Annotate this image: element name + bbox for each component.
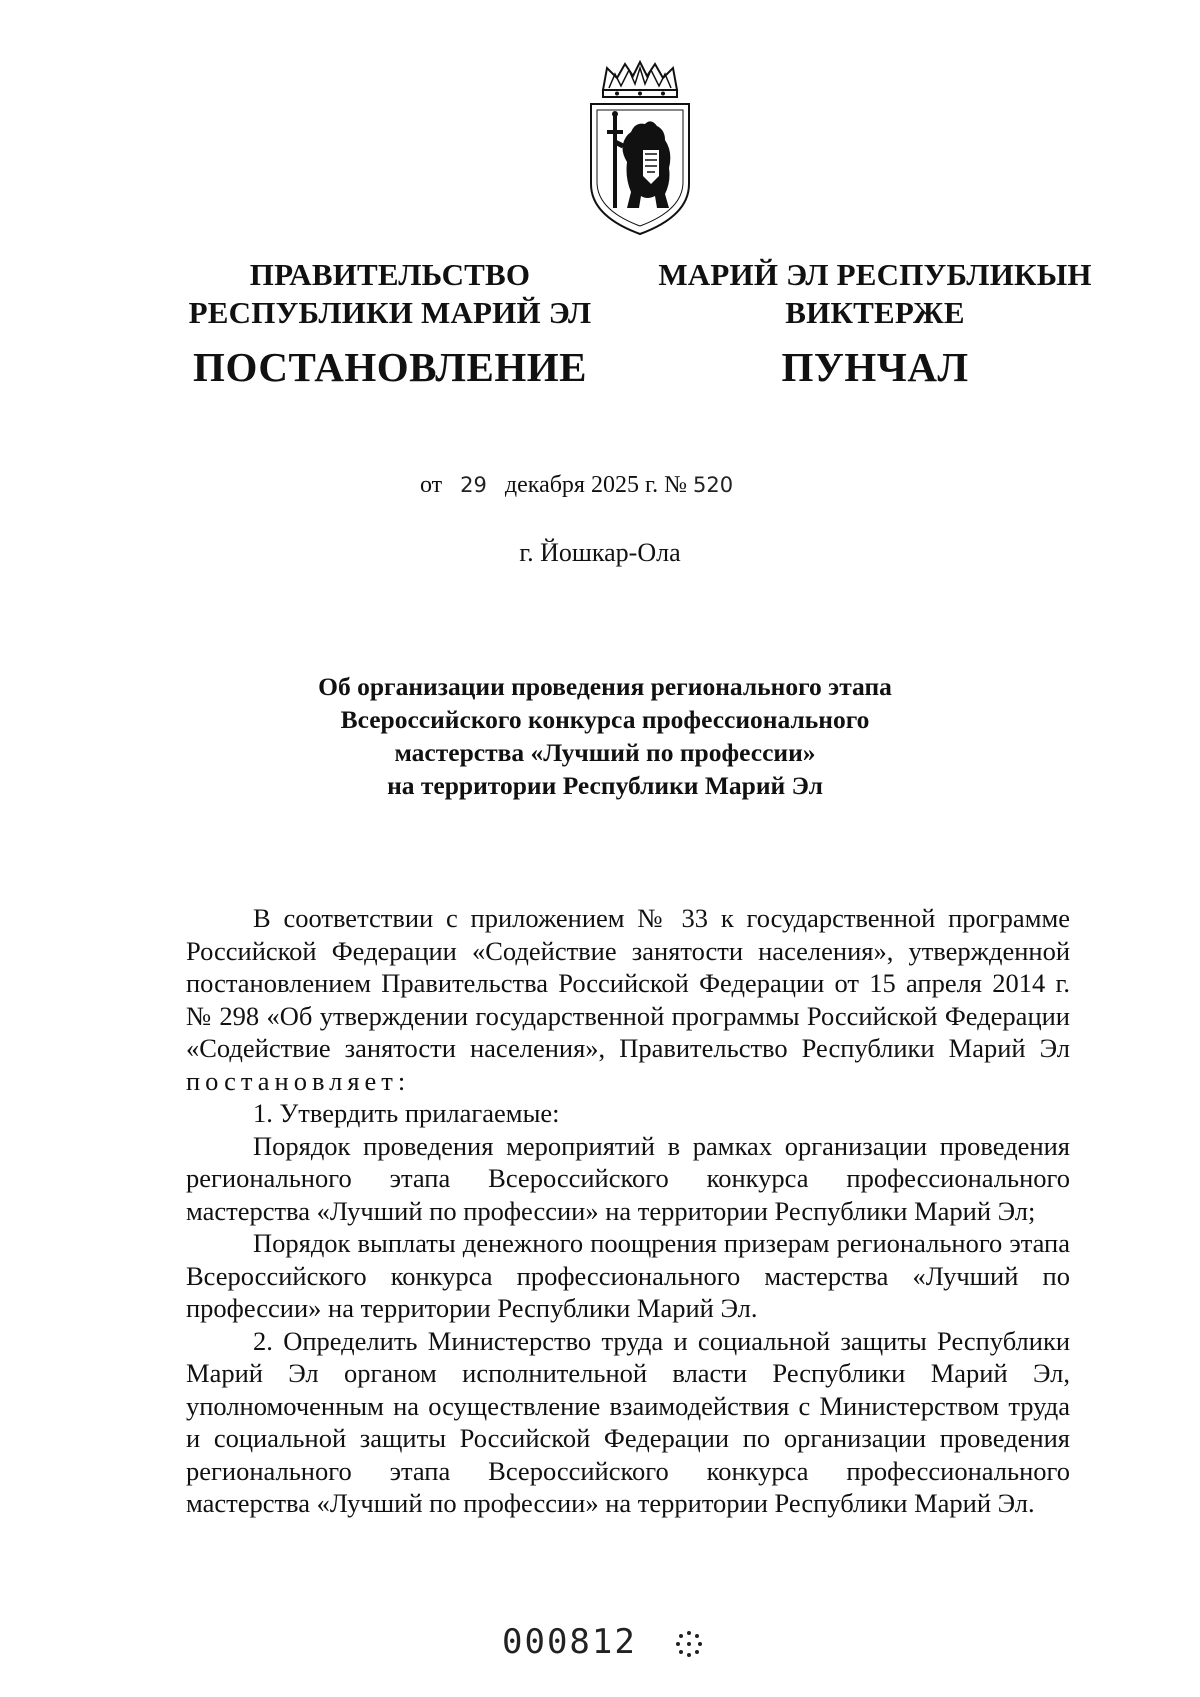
paragraph-order2: Порядок выплаты денежного поощрения призерам регионального этапа Всероссийского конкурса профессионального мастерства «Лучший по профессии» на территории Республики Марий Эл.: [186, 1228, 1070, 1323]
header-right: [650, 256, 1100, 392]
header-right-line2: ВИКТЕРЖЕ: [785, 295, 965, 330]
asterisk-stamp-icon: [675, 1630, 703, 1658]
header-left-line2: РЕСПУБЛИКИ МАРИЙ ЭЛ: [188, 295, 592, 330]
city: г. Йошкар-Ола: [519, 538, 681, 567]
date-line: [420, 472, 733, 499]
date-day: 29: [460, 473, 487, 497]
preamble-resolves: постановляет:: [186, 1065, 411, 1096]
title-line2: Всероссийского конкурса профессионального: [340, 705, 870, 734]
date-month-year: декабря 2025 г. №: [504, 472, 688, 498]
document-type-mari: ПУНЧАЛ: [781, 344, 969, 390]
title-line4: на территории Республики Марий Эл: [387, 771, 823, 800]
document-number: 520: [693, 473, 734, 497]
coat-of-arms-icon: [585, 60, 695, 238]
document-title: [260, 670, 950, 802]
header-right-line1: МАРИЙ ЭЛ РЕСПУБЛИКЫН: [658, 257, 1092, 292]
paragraph-item2: 2. Определить Министерство труда и социальной защиты Республики Марий Эл органом исполнительной власти Республики Марий Эл, уполномоченным на осуществление взаимодействия с Министерством труда и социальной защиты Российской Федерации по организации проведения регионального этапа Всероссийского конкурса профессионального мастерства «Лучший по профессии» на территории Республики Марий Эл.: [186, 1325, 1070, 1518]
document-type-ru: ПОСТАНОВЛЕНИЕ: [193, 344, 587, 390]
preamble-text: В соответствии с приложением № 33 к государственной программе Российской Федерации «Содействие занятости населения», утвержденной постановлением Правительства Российской Федерации от 15 апреля 2014 г. № 298 «Об утверждении государственной программы Российской Федерации «Содействие занятости населения», Правительство Республики Марий Эл: [186, 903, 1070, 1063]
header-left-line1: ПРАВИТЕЛЬСТВО: [249, 257, 531, 292]
date-prefix: от: [420, 472, 443, 498]
paragraph-preamble: [186, 902, 1070, 1097]
title-line3: мастерства «Лучший по профессии»: [394, 738, 816, 767]
header-left: [180, 256, 600, 392]
title-line1: Об организации проведения регионального этапа: [318, 672, 892, 701]
paragraph-order1: Порядок проведения мероприятий в рамках организации проведения регионального этапа Всероссийского конкурса профессионального мастерства «Лучший по профессии» на территории Республики Марий Эл;: [186, 1130, 1070, 1226]
document-body: [186, 902, 1070, 1520]
paragraph-item1: 1. Утвердить прилагаемые:: [253, 1098, 560, 1128]
serial-number: 000812: [502, 1622, 637, 1662]
